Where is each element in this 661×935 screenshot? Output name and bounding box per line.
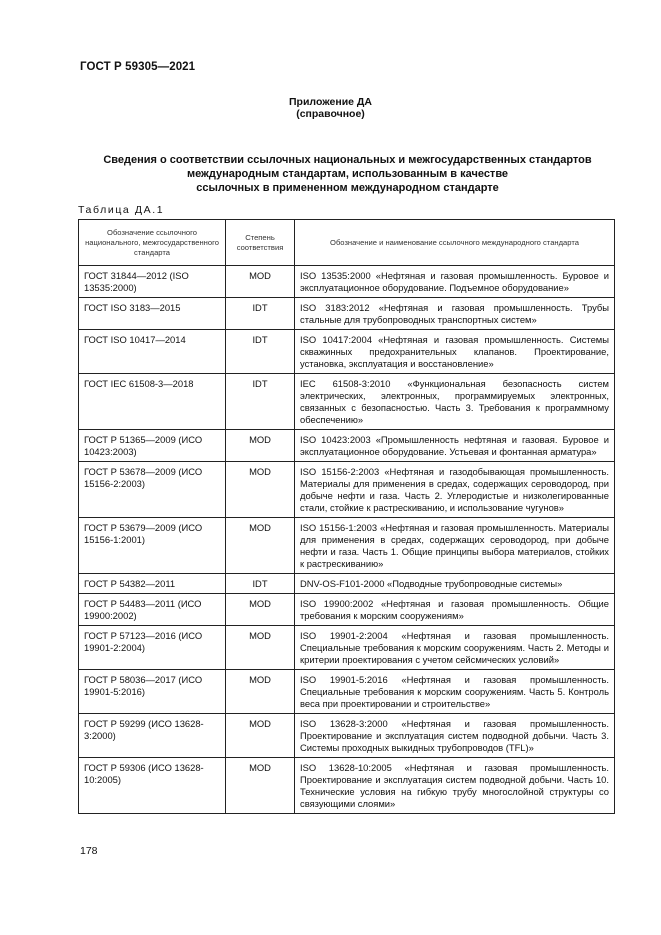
national-standard-cell: ГОСТ IEC 61508-3—2018 xyxy=(79,374,226,430)
table-row xyxy=(79,374,615,430)
degree-cell: MOD xyxy=(226,626,295,670)
international-standard-cell: ISO 19901-2:2004 «Нефтяная и газовая промышленность. Специальные требования к морским сооружениям. Часть 2. Методы и критерии проектирования с учетом сейсмических условий» xyxy=(295,626,615,670)
international-standard-cell: ISO 13535:2000 «Нефтяная и газовая промышленность. Буровое и эксплуатационное оборудование. Подъемное оборудование» xyxy=(295,266,615,298)
degree-cell: MOD xyxy=(226,462,295,518)
degree-cell: MOD xyxy=(226,670,295,714)
title-line-2: международным стандартам, использованным в качестве xyxy=(186,168,509,180)
correspondence-table xyxy=(78,219,615,814)
page-number: 178 xyxy=(80,845,98,857)
national-standard-cell: ГОСТ Р 57123—2016 (ИСО 19901-2:2004) xyxy=(79,626,226,670)
degree-cell: IDT xyxy=(226,330,295,374)
appendix-title: Приложение ДА xyxy=(289,96,372,108)
international-standard-cell: ISO 15156-1:2003 «Нефтяная и газовая промышленность. Материалы для применения в средах, содержащих сероводород, при добыче нефти и газа. Часть 1. Общие принципы выбора материалов, стойких к растрескиванию» xyxy=(295,518,615,574)
title-line-1: Сведения о соответствии ссылочных национальных и межгосударственных стандартов xyxy=(103,154,592,166)
international-standard-cell: ISO 15156-2:2003 «Нефтяная и газодобывающая промышленность. Материалы для применения в средах, содержащих сероводород, при добыче нефти и газа. Часть 2. Углеродистые и низколегированные стали, стойкие к растрескиванию, и использование чугунов» xyxy=(295,462,615,518)
national-standard-cell: ГОСТ Р 59306 (ИСО 13628-10:2005) xyxy=(79,758,226,814)
international-standard-cell: ISO 19900:2002 «Нефтяная и газовая промышленность. Общие требования к морским сооружениям» xyxy=(295,594,615,626)
table-row xyxy=(79,758,615,814)
degree-cell: MOD xyxy=(226,430,295,462)
national-standard-cell: ГОСТ Р 54483—2011 (ИСО 19900:2002) xyxy=(79,594,226,626)
national-standard-cell: ГОСТ Р 58036—2017 (ИСО 19901-5:2016) xyxy=(79,670,226,714)
national-standard-cell: ГОСТ Р 53678—2009 (ИСО 15156-2:2003) xyxy=(79,462,226,518)
appendix-subtitle: (справочное) xyxy=(296,108,365,120)
international-standard-cell: ISO 3183:2012 «Нефтяная и газовая промышленность. Трубы стальные для трубопроводных транспортных систем» xyxy=(295,298,615,330)
degree-cell: IDT xyxy=(226,374,295,430)
title-line-3: ссылочных в примененном международном стандарте xyxy=(196,182,499,194)
international-standard-cell: IEC 61508-3:2010 «Функциональная безопасность систем электрических, электронных, программируемых электронных, связанных с безопасностью. Часть 3. Требования к программному обеспечению» xyxy=(295,374,615,430)
degree-cell: MOD xyxy=(226,594,295,626)
international-standard-cell: ISO 10423:2003 «Промышленность нефтяная и газовая. Буровое и эксплуатационное оборудование. Устьевая и фонтанная арматура» xyxy=(295,430,615,462)
table-row xyxy=(79,330,615,374)
table-row xyxy=(79,574,615,594)
degree-cell: IDT xyxy=(226,574,295,594)
international-standard-cell: DNV-OS-F101-2000 «Подводные трубопроводные системы» xyxy=(295,574,615,594)
national-standard-cell: ГОСТ ISO 3183—2015 xyxy=(79,298,226,330)
header-international-standard: Обозначение и наименование ссылочного международного стандарта xyxy=(295,220,615,266)
degree-cell: MOD xyxy=(226,518,295,574)
national-standard-cell: ГОСТ Р 51365—2009 (ИСО 10423:2003) xyxy=(79,430,226,462)
table-label: Таблица ДА.1 xyxy=(78,204,165,216)
table-header-row xyxy=(79,220,615,266)
national-standard-cell: ГОСТ Р 59299 (ИСО 13628-3:2000) xyxy=(79,714,226,758)
table-row xyxy=(79,462,615,518)
international-standard-cell: ISO 19901-5:2016 «Нефтяная и газовая промышленность. Специальные требования к морским сооружениям. Часть 5. Контроль веса при проектировании и строительстве» xyxy=(295,670,615,714)
table-row xyxy=(79,594,615,626)
table-row xyxy=(79,518,615,574)
table-row xyxy=(79,670,615,714)
degree-cell: MOD xyxy=(226,758,295,814)
national-standard-cell: ГОСТ Р 53679—2009 (ИСО 15156-1:2001) xyxy=(79,518,226,574)
degree-cell: MOD xyxy=(226,714,295,758)
table-row xyxy=(79,626,615,670)
international-standard-cell: ISO 10417:2004 «Нефтяная и газовая промышленность. Системы скважинных предохранительных клапанов. Проектирование, установка, эксплуатация и восстановление» xyxy=(295,330,615,374)
degree-cell: MOD xyxy=(226,266,295,298)
table-row xyxy=(79,266,615,298)
header-national-standard: Обозначение ссылочного национального, межгосударственного стандарта xyxy=(79,220,226,266)
national-standard-cell: ГОСТ 31844—2012 (ISO 13535:2000) xyxy=(79,266,226,298)
national-standard-cell: ГОСТ Р 54382—2011 xyxy=(79,574,226,594)
international-standard-cell: ISO 13628-3:2000 «Нефтяная и газовая промышленность. Проектирование и эксплуатация систем подводной добычи. Часть 3. Системы проходных выкидных трубопроводов (TFL)» xyxy=(295,714,615,758)
national-standard-cell: ГОСТ ISO 10417—2014 xyxy=(79,330,226,374)
table-row xyxy=(79,298,615,330)
section-title xyxy=(80,153,615,195)
header-degree: Степень соответствия xyxy=(226,220,295,266)
international-standard-cell: ISO 13628-10:2005 «Нефтяная и газовая промышленность. Проектирование и эксплуатация систем подводной добычи. Часть 10. Технические условия на гибкую трубу многослойной структуры со связующими слоями» xyxy=(295,758,615,814)
degree-cell: IDT xyxy=(226,298,295,330)
table-body xyxy=(79,266,615,814)
table-row xyxy=(79,430,615,462)
table-row xyxy=(79,714,615,758)
standard-code: ГОСТ Р 59305—2021 xyxy=(80,61,196,73)
